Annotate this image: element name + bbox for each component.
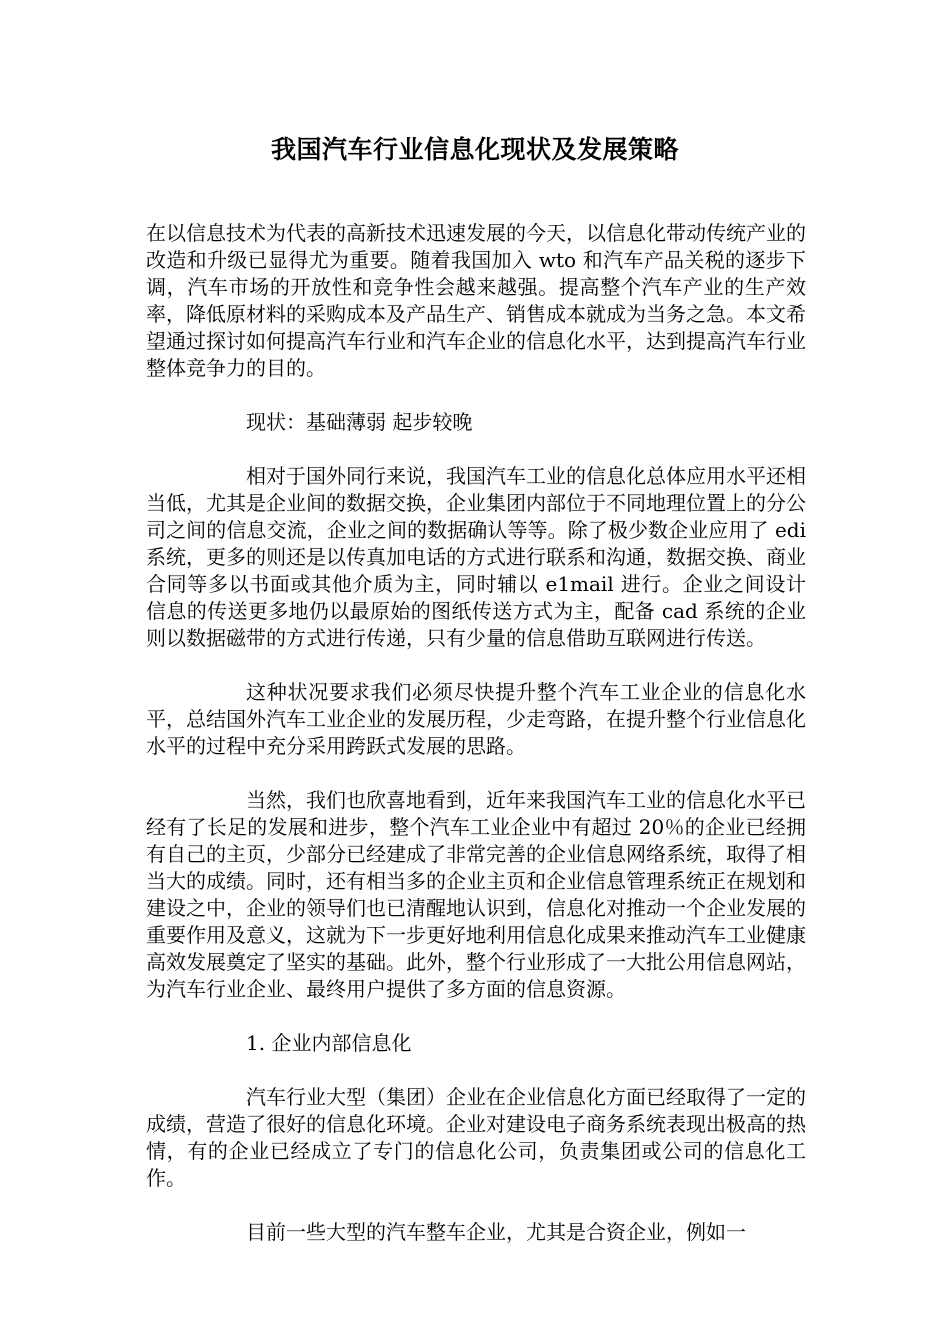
paragraph-requirement: 这种状况要求我们必须尽快提升整个汽车工业企业的信息化水平，总结国外汽车工业企业的发展历程，少走弯路，在提升整个行业信息化水平的过程中充分采用跨跃式发展的思路。 xyxy=(146,680,806,758)
document-title: 我国汽车行业信息化现状及发展策略 xyxy=(270,135,679,164)
paragraph-status-detail: 相对于国外同行来说，我国汽车工业的信息化总体应用水平还相当低，尤其是企业间的数据交换，企业集团内部位于不同地理位置上的分公司之间的信息交流，企业之间的数据确认等等。除了极少数企业应用了 edi 系统，更多的则还是以传真加电话的方式进行联系和沟通，数据交换、商业合同等多以书面或其他介质为主，同时辅以 e1mail 进行。企业之间设计信息的传送更多地仍以最原始的图纸传送方式为主，配备 cad 系统的企业则以数据磁带的方式进行传递，只有少量的信息借助互联网进行传送。 xyxy=(146,464,806,650)
paragraph-intro: 在以信息技术为代表的高新技术迅速发展的今天，以信息化带动传统产业的改造和升级已显得尤为重要。随着我国加入 wto 和汽车产品关税的逐步下调，汽车市场的开放性和竞争性会越来越强。提高整个汽车产业的生产效率，降低原材料的采购成本及产品生产、销售成本就成为当务之急。本文希望通过探讨如何提高汽车行业和汽车企业的信息化水平，达到提高汽车行业整体竞争力的目的。 xyxy=(146,221,806,380)
paragraph-progress: 当然，我们也欣喜地看到，近年来我国汽车工业的信息化水平已经有了长足的发展和进步，整个汽车工业企业中有超过 20％的企业已经拥有自己的主页，少部分已经建成了非常完善的企业信息网络系统，取得了相当大的成绩。同时，还有相当多的企业主页和企业信息管理系统正在规划和建设之中，企业的领导们也已清醒地认识到，信息化对推动一个企业发展的重要作用及意义，这就为下一步更好地利用信息化成果来推动汽车工业健康高效发展奠定了坚实的基础。此外，整个行业形成了一大批公用信息网站，为汽车行业企业、最终用户提供了多方面的信息资源。 xyxy=(146,788,806,1001)
paragraph-internal: 汽车行业大型（集团）企业在企业信息化方面已经取得了一定的成绩，营造了很好的信息化环境。企业对建设电子商务系统表现出极高的热情，有的企业已经成立了专门的信息化公司，负责集团或公司的信息化工作。 xyxy=(146,1085,806,1190)
section-heading-internal: 1. 企业内部信息化 xyxy=(246,1031,412,1055)
document-body xyxy=(146,220,806,1273)
paragraph-large-enterprises: 目前一些大型的汽车整车企业，尤其是合资企业，例如一 xyxy=(246,1220,746,1244)
section-heading-status: 现状：基础薄弱 起步较晚 xyxy=(246,410,473,434)
